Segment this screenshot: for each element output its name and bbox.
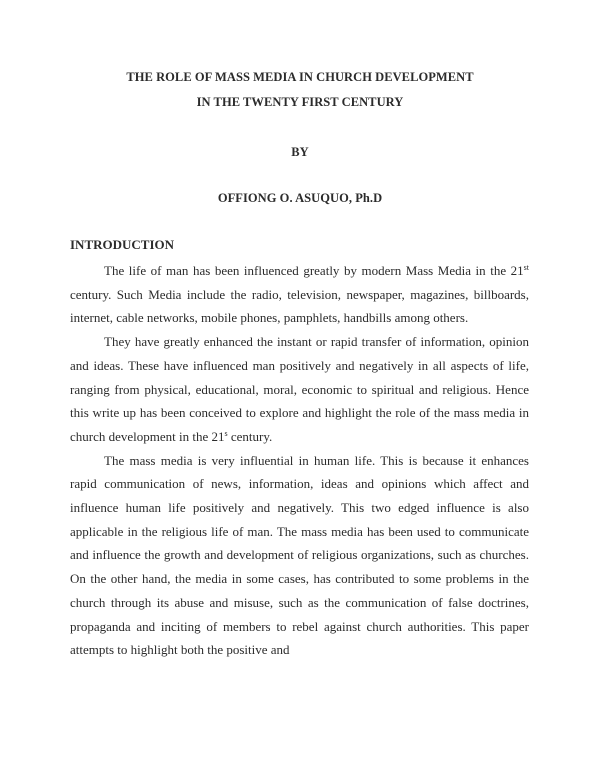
paragraph-2-text: They have greatly enhanced the instant or rapid transfer of information, opinion and ideas. These have influenced man positively and negatively in all aspects of life, ranging from physical, educational, moral, economic to spiritual and religious. Hence this write up has been conceived to explore and highlight the role of the mass media in church development in the 21 (70, 334, 529, 444)
author-name: OFFIONG O. ASUQUO, Ph.D (217, 191, 383, 205)
section-heading: INTRODUCTION (70, 237, 175, 252)
title-line-1: THE ROLE OF MASS MEDIA IN CHURCH DEVELOPMENT (126, 70, 474, 84)
title-line-2: IN THE TWENTY FIRST CENTURY (196, 95, 404, 109)
paragraph-2-text-cont: century. (227, 428, 273, 444)
body-text (70, 259, 529, 662)
paragraph-1-text-cont: century. Such Media include the radio, television, newspaper, magazines, billboards, internet, cable networks, mobile phones, pamphlets, handbills among others. (70, 286, 529, 326)
paragraph-2 (70, 330, 529, 449)
paragraph-3: The mass media is very influential in human life. This is because it enhances rapid communication of news, information, ideas and opinions which affect and influence human life positively and negatively. This two edged influence is also applicable in the religious life of man. The mass media has been used to communicate and influence the growth and development of religious organizations, such as churches. On the other hand, the media in some cases, has contributed to some problems in the church through its abuse and misuse, such as the communication of false doctrines, propaganda and inciting of members to rebel against church authorities. This paper attempts to highlight both the positive and (70, 452, 529, 658)
ordinal-suffix: st (523, 263, 529, 272)
ordinal-suffix: s (224, 428, 228, 438)
by-line: BY (291, 145, 309, 159)
paragraph-1-text: The life of man has been influenced greatly by modern Mass Media in the 21 (104, 263, 524, 278)
paragraph-1 (70, 259, 529, 330)
